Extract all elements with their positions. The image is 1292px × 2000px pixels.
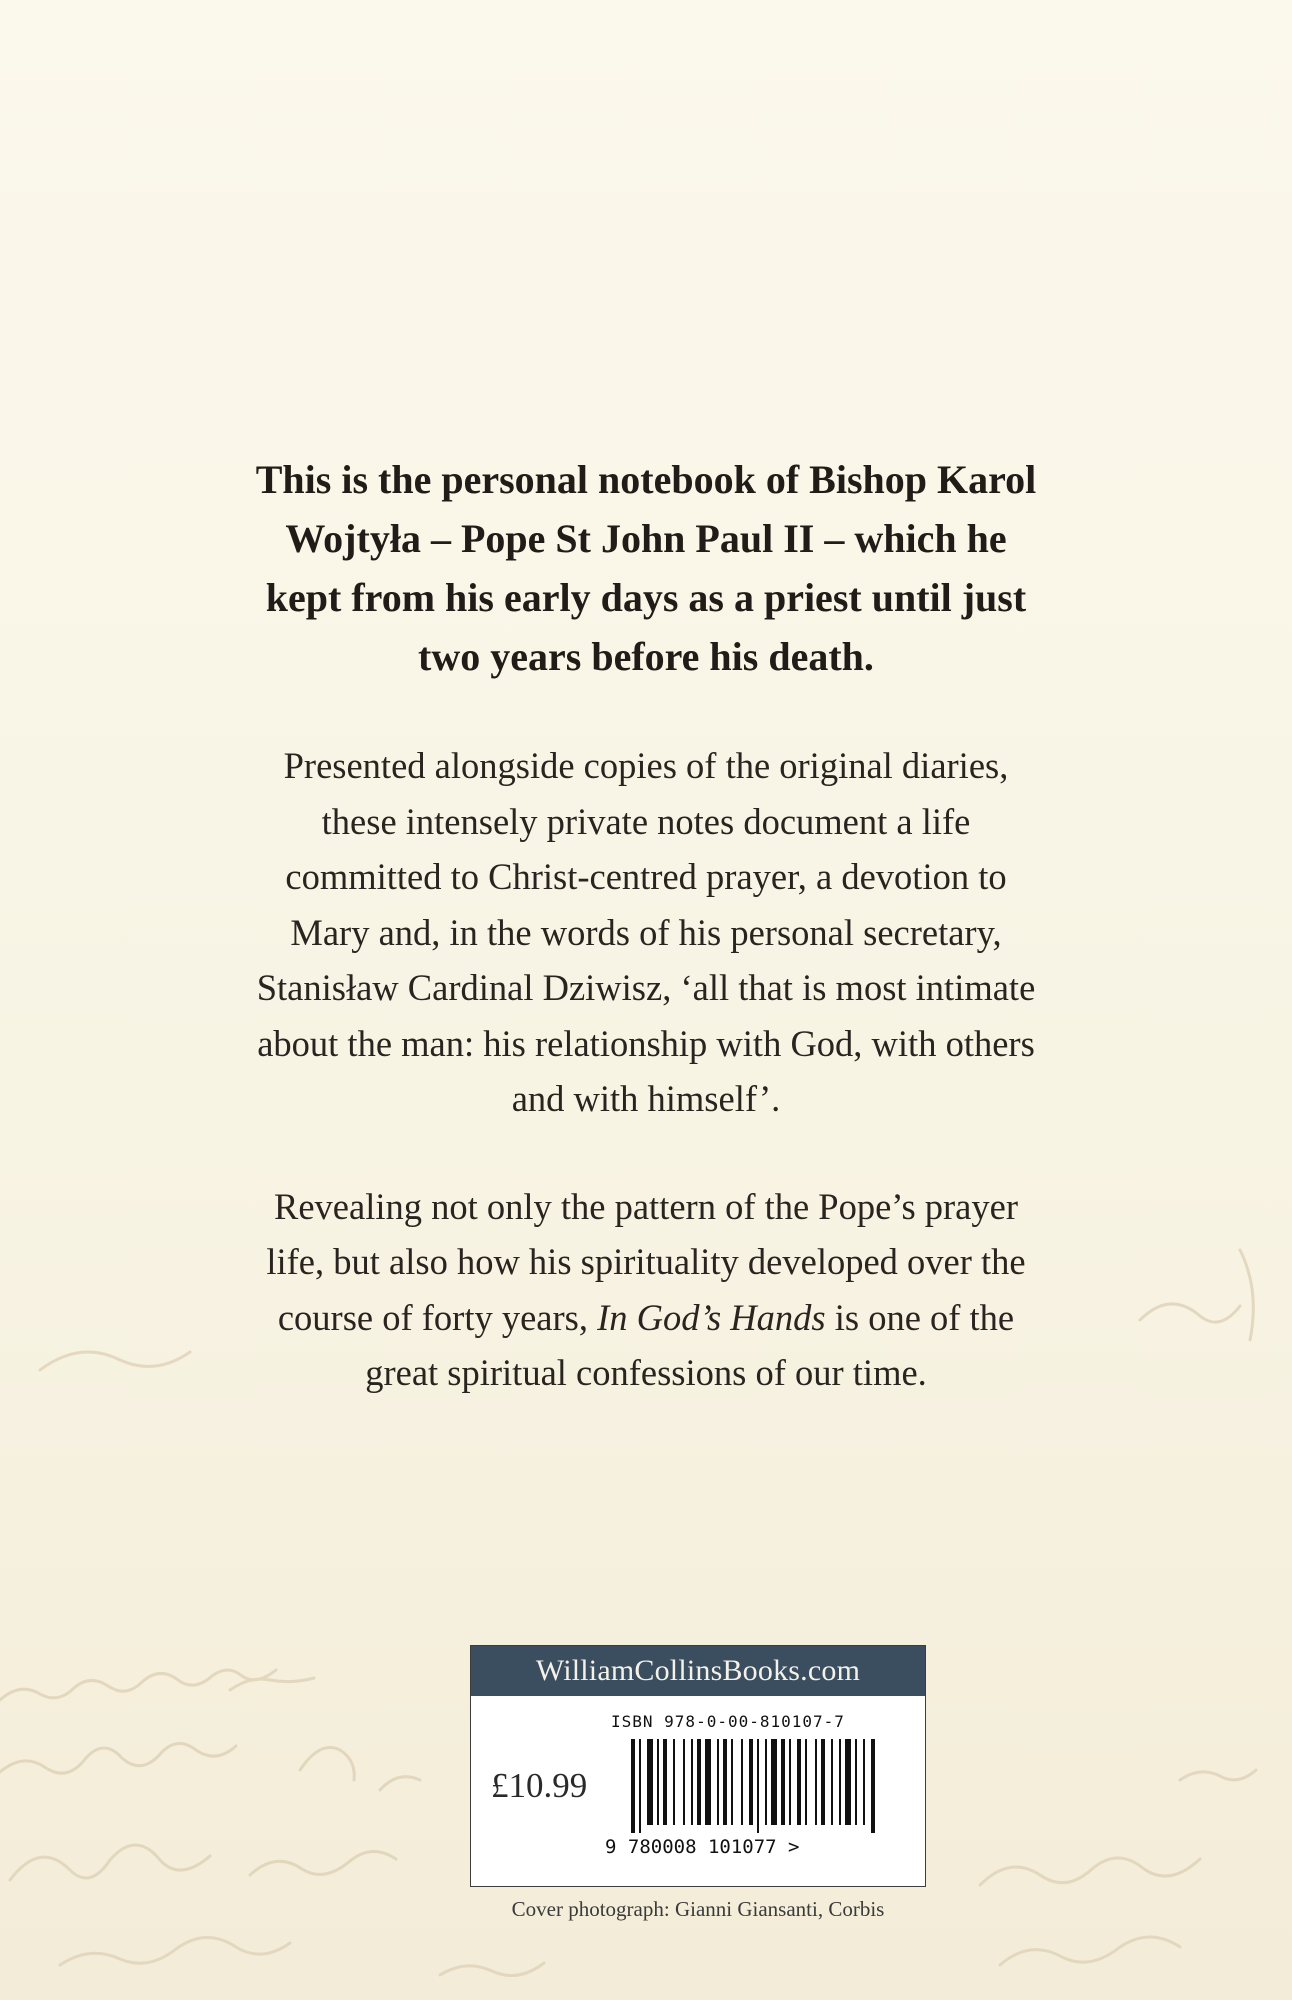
price: £10.99 [491,1766,588,1805]
barcode-bar [821,1739,825,1825]
barcode-bar [647,1739,653,1825]
barcode-bar [673,1739,675,1825]
isbn-label: ISBN 978-0-00-810107-7 [611,1712,845,1731]
blurb-paragraph-2: Presented alongside copies of the original diaries, these intensely private notes document a life committed to Christ-centred prayer, a devotion to Mary and, in the words of his personal secretary, Stanisław Cardinal Dziwisz, ‘all that is most intimate about the man: his relationship with God, with others and with himself’. [256,745,1036,1119]
barcode-bar [781,1739,785,1825]
barcode-bar [631,1739,635,1833]
blurb-paragraph-3-end: is one of the great spiritual confessions of our time. [365,1296,1015,1393]
barcode-bar [805,1739,807,1825]
barcode-bars [631,1739,901,1833]
barcode-bar [723,1739,727,1825]
blurb-paragraph-3-start: Revealing not only the pattern of the Pope’s prayer life, but also how his spirituality developed over the course of forty years, [266,1185,1026,1338]
barcode-bar [717,1739,719,1825]
publisher-website[interactable]: WilliamCollinsBooks.com [471,1646,925,1696]
barcode-bar [871,1739,875,1833]
barcode-bar [731,1739,733,1825]
barcode-box [470,1645,926,1887]
book-title: In God’s Hands [597,1296,826,1338]
barcode-bar [663,1739,667,1825]
barcode-bar [815,1739,817,1825]
barcode-bar [639,1739,641,1833]
blurb-paragraph-3 [246,1179,1046,1401]
barcode-bar [705,1739,711,1825]
barcode-bar [789,1739,791,1825]
barcode-bar [839,1739,841,1825]
barcode-bar [683,1739,685,1825]
barcode-bar [797,1739,801,1825]
barcode-bar [845,1739,851,1825]
barcode-bar [657,1739,659,1825]
barcode-bar [697,1739,701,1825]
barcode-bar [765,1739,767,1825]
barcode-bar [831,1739,833,1825]
barcode-bar [749,1739,753,1825]
photo-credit: Cover photograph: Gianni Giansanti, Corbis [511,1897,885,1921]
barcode-bar [757,1739,759,1833]
blurb-lead: This is the personal notebook of Bishop Karol Wojtyła – Pope St John Paul II – which he kept from his early days as a priest until just two years before his death. [255,457,1037,679]
barcode-bar [691,1739,693,1825]
barcode-bar [863,1739,865,1825]
blurb [246,450,1046,1401]
barcode-bar [741,1739,743,1825]
barcode-bar [855,1739,857,1825]
barcode-bar [771,1739,777,1825]
barcode-digits: 9 780008 101077 > [605,1836,800,1858]
